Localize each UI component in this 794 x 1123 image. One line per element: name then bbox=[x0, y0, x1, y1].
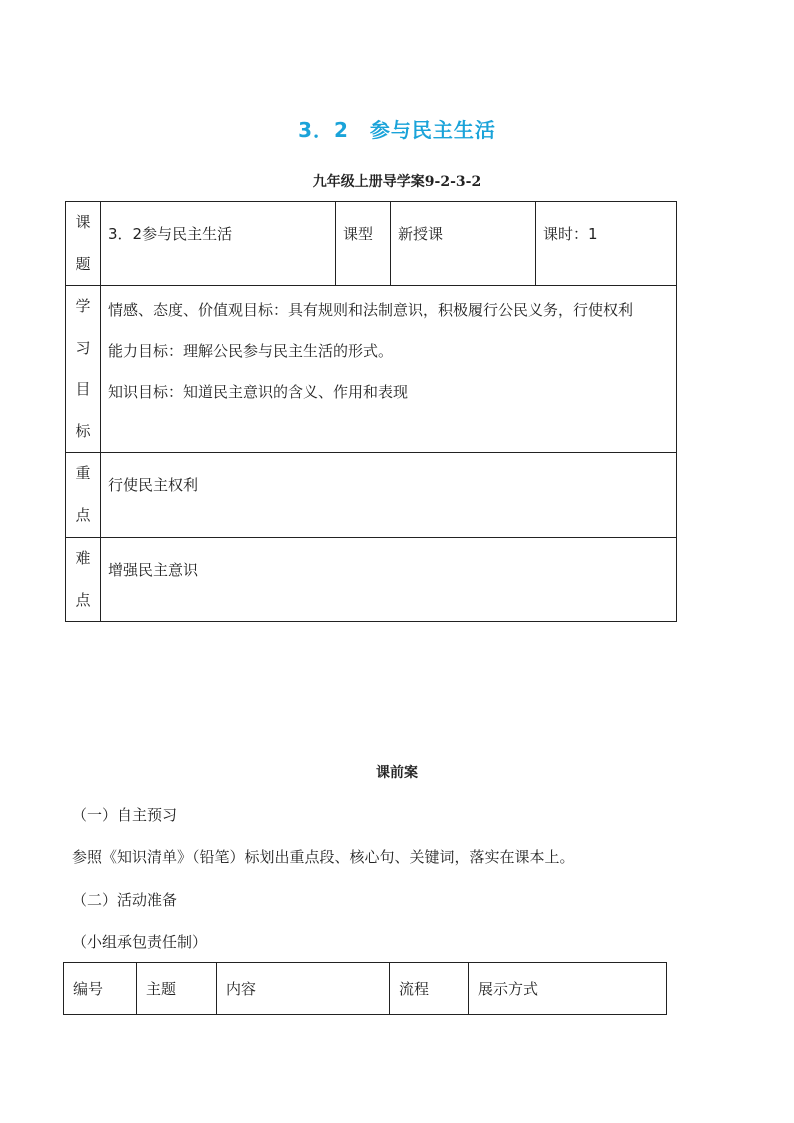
period-value: 课时：1 bbox=[536, 202, 677, 286]
goals-side-label bbox=[66, 286, 101, 453]
key-side-label bbox=[66, 453, 101, 538]
vertical-char: 题 bbox=[75, 254, 91, 273]
lesson-info-table bbox=[65, 201, 677, 622]
goal-emotion: 情感、态度、价值观目标：具有规则和法制意识，积极履行公民义务，行使权利 bbox=[108, 301, 634, 319]
page-subtitle: 九年级上册导学案9-2-3-2 bbox=[312, 174, 482, 190]
section-self-study: （一）自主预习 bbox=[72, 806, 178, 824]
header-number: 编号 bbox=[64, 963, 137, 1015]
topic-value: 3．2参与民主生活 bbox=[101, 202, 336, 286]
vertical-char: 难 bbox=[75, 549, 91, 567]
vertical-char: 标 bbox=[75, 421, 91, 440]
goal-ability: 能力目标：理解公民参与民主生活的形式。 bbox=[108, 342, 394, 360]
header-content: 内容 bbox=[217, 963, 390, 1015]
vertical-char: 学 bbox=[75, 297, 91, 315]
activity-table-header bbox=[64, 963, 667, 1015]
topic-row bbox=[66, 202, 677, 286]
activity-table bbox=[63, 962, 667, 1015]
pre-class-heading: 课前案 bbox=[376, 765, 418, 781]
goals-cell bbox=[101, 286, 677, 453]
vertical-char: 重 bbox=[75, 464, 91, 482]
topic-side-label bbox=[66, 202, 101, 286]
vertical-char: 习 bbox=[75, 338, 91, 357]
difficulty-row bbox=[66, 538, 677, 622]
header-process: 流程 bbox=[390, 963, 469, 1015]
difficulty-side-label bbox=[66, 538, 101, 622]
type-label: 课型 bbox=[336, 202, 391, 286]
group-note: （小组承包责任制） bbox=[72, 933, 208, 951]
header-display-method: 展示方式 bbox=[469, 963, 667, 1015]
goals-side-text bbox=[66, 286, 100, 452]
goal-knowledge: 知识目标：知道民主意识的含义、作用和表现 bbox=[108, 383, 409, 401]
vertical-char: 目 bbox=[75, 380, 91, 398]
difficulty-side-text bbox=[66, 538, 100, 621]
page-title: 3．2 参与民主生活 bbox=[298, 118, 496, 142]
difficulty-value: 增强民主意识 bbox=[101, 538, 677, 622]
vertical-char: 点 bbox=[75, 590, 91, 609]
key-point-row bbox=[66, 453, 677, 538]
type-value: 新授课 bbox=[391, 202, 536, 286]
vertical-char: 课 bbox=[75, 213, 91, 231]
instruction-text: 参照《知识清单》（铅笔）标划出重点段、核心句、关键词，落实在课本上。 bbox=[72, 848, 575, 866]
section-activity-prep: （二）活动准备 bbox=[72, 891, 178, 909]
topic-side-text bbox=[66, 202, 100, 285]
header-theme: 主题 bbox=[137, 963, 217, 1015]
vertical-char: 点 bbox=[75, 505, 91, 524]
goals-row bbox=[66, 286, 677, 453]
key-point-value: 行使民主权利 bbox=[101, 453, 677, 538]
key-side-text bbox=[66, 453, 100, 536]
